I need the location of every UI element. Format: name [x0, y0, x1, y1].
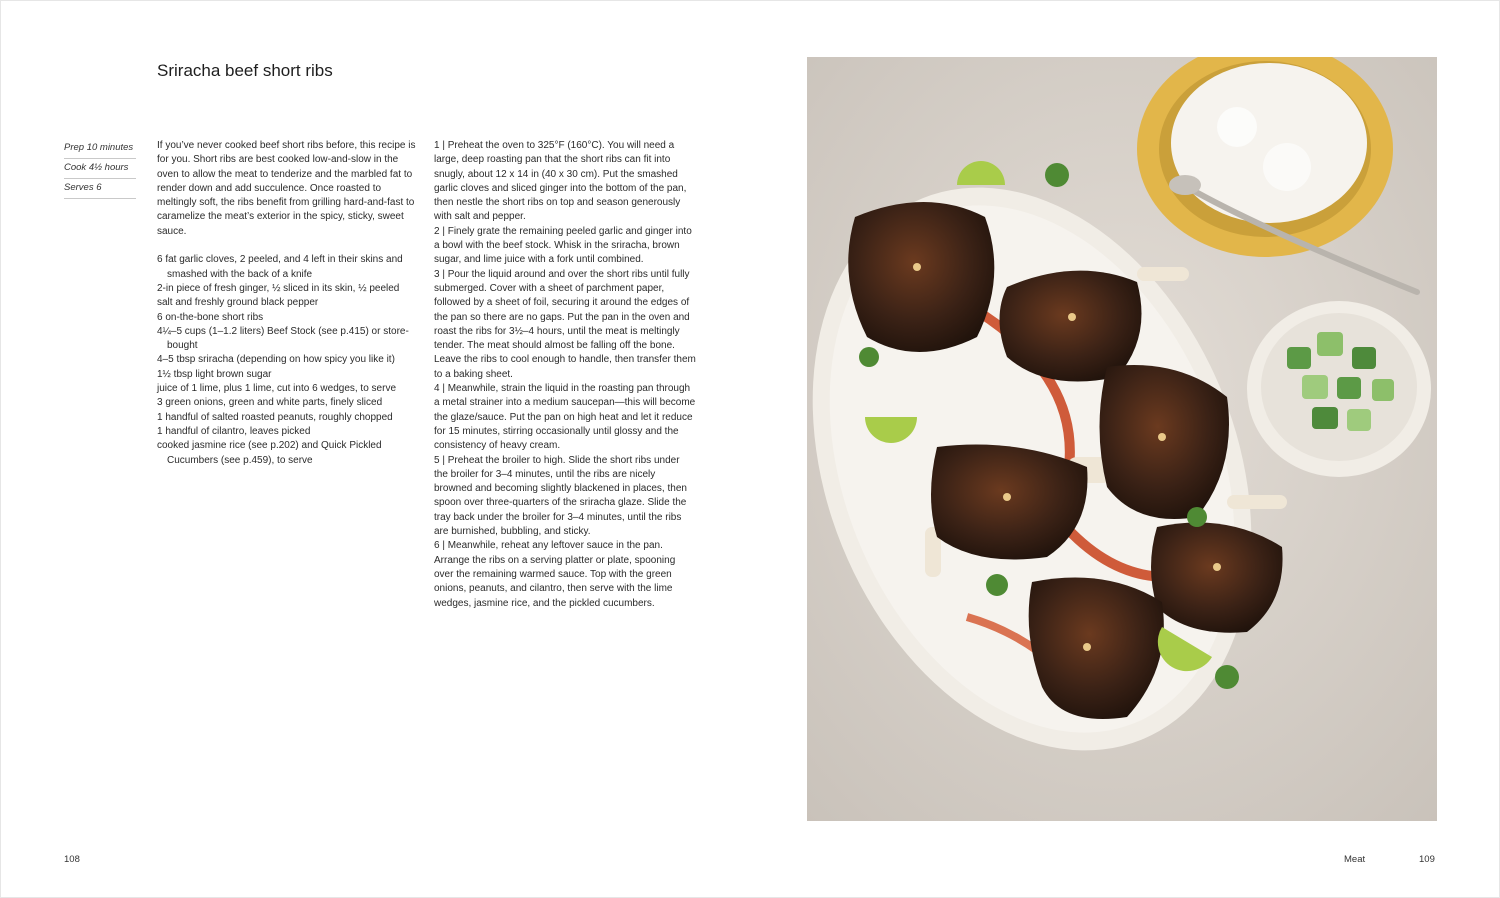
- recipe-meta: [64, 139, 136, 199]
- cilantro-icon: [859, 347, 879, 367]
- prep-time: Prep 10 minutes: [64, 139, 136, 159]
- section-name: Meat: [1344, 854, 1366, 865]
- cilantro-icon: [1187, 507, 1207, 527]
- method-step: 4 | Meanwhile, strain the liquid in the roasting pan through a metal strainer into a medium saucepan—this will become the glaze/sauce. Put the pan on high heat and let it reduce for 15 minutes, stirring occasionally until glossy and the consistency of heavy cream.: [434, 383, 696, 452]
- short-rib-icon: [1000, 271, 1142, 382]
- ingredient-item: cooked jasmine rice (see p.202) and Quick Pickled Cucumbers (see p.459), to serve: [157, 440, 382, 466]
- short-ribs-platter-photo: [807, 57, 1437, 821]
- ingredient-item: juice of 1 lime, plus 1 lime, cut into 6 wedges, to serve: [157, 383, 397, 395]
- ingredient-item: 6 fat garlic cloves, 2 peeled, and 4 left in their skins and smashed with the back of a knife: [157, 254, 403, 280]
- cook-time: Cook 4½ hours: [64, 159, 136, 179]
- intro-column: [157, 139, 419, 468]
- ingredient-item: 4¼–5 cups (1–1.2 liters) Beef Stock (see p.415) or store-bought: [157, 325, 409, 352]
- ingredient-list: [157, 253, 419, 467]
- ingredient-item: 6 on-the-bone short ribs: [157, 311, 264, 323]
- ingredient-item: 1½ tbsp light brown sugar: [157, 368, 272, 380]
- cucumber-bowl-icon: [1247, 301, 1431, 477]
- cilantro-icon: [986, 574, 1008, 596]
- ingredient-item: 1 handful of salted roasted peanuts, roughly chopped: [157, 411, 393, 423]
- short-rib-icon: [848, 202, 994, 352]
- recipe-intro: If you’ve never cooked beef short ribs before, this recipe is for you. Short ribs are best cooked low-and-slow in the oven to allow the meat to tenderize and the marbled fat to render down and add succulence. Once roasted to meltingly soft, the ribs benefit from grilling hard-and-fast to caramelize the meat’s exterior in the spicy, sticky, sweet sauce.: [157, 140, 416, 237]
- ingredient-item: 2-in piece of fresh ginger, ½ sliced in its skin, ½ peeled: [157, 282, 400, 294]
- page-number-right: 109: [1419, 854, 1435, 865]
- page-number-left: 108: [64, 854, 80, 865]
- method-step: 2 | Finely grate the remaining peeled garlic and ginger into a bowl with the beef stock. Whisk in the sriracha, brown sugar, and lime juice with a fork until combined.: [434, 225, 692, 266]
- cilantro-icon: [1215, 665, 1239, 689]
- short-rib-icon: [1151, 523, 1283, 633]
- recipe-title: Sriracha beef short ribs: [157, 61, 333, 80]
- ingredient-item: 3 green onions, green and white parts, finely sliced: [157, 397, 383, 409]
- short-rib-icon: [931, 445, 1088, 560]
- method-step: 1 | Preheat the oven to 325°F (160°C). You will need a large, deep roasting pan that the short ribs can fit into snugly, about 12 x 14 in (40 x 30 cm). Put the smashed garlic cloves and sliced ginger into the bottom of the pan, then nestle the short ribs on top and season generously with salt and pepper.: [434, 140, 687, 223]
- method-step: 5 | Preheat the broiler to high. Slide the short ribs under the broiler for 3–4 minutes, until the ribs are nicely browned and becoming slightly blackened in places, then spoon over three-quarters of the sriracha glaze. Slide the tray back under the broiler for 3–4 minutes, until the ribs are burnished, bubbling, and sticky.: [434, 454, 687, 538]
- cilantro-icon: [1045, 163, 1069, 187]
- ingredient-item: 4–5 tbsp sriracha (depending on how spicy you like it): [157, 354, 395, 366]
- method-step: 3 | Pour the liquid around and over the short ribs until fully submerged. Cover with a sheet of parchment paper, followed by a sheet of foil, securing it around the edges of the pan so there are no gaps. Put the pan in the oven and roast the ribs for 3½–4 hours, until the meat is meltingly tender. The meat should almost be falling off the bone. Leave the ribs to cool enough to handle, then transfer them to a baking sheet.: [434, 268, 696, 380]
- ingredient-item: 1 handful of cilantro, leaves picked: [157, 425, 311, 437]
- method-column: [434, 139, 696, 611]
- ingredient-item: salt and freshly ground black pepper: [157, 297, 319, 309]
- servings: Serves 6: [64, 179, 136, 199]
- short-rib-icon: [1100, 365, 1230, 519]
- method-step: 6 | Meanwhile, reheat any leftover sauce in the pan. Arrange the ribs on a serving platter or plate, spooning over the remaining warmed sauce. Top with the green onions, peanuts, and cilantro, then serve with the lime wedges, jasmine rice, and the pickled cucumbers.: [434, 540, 676, 609]
